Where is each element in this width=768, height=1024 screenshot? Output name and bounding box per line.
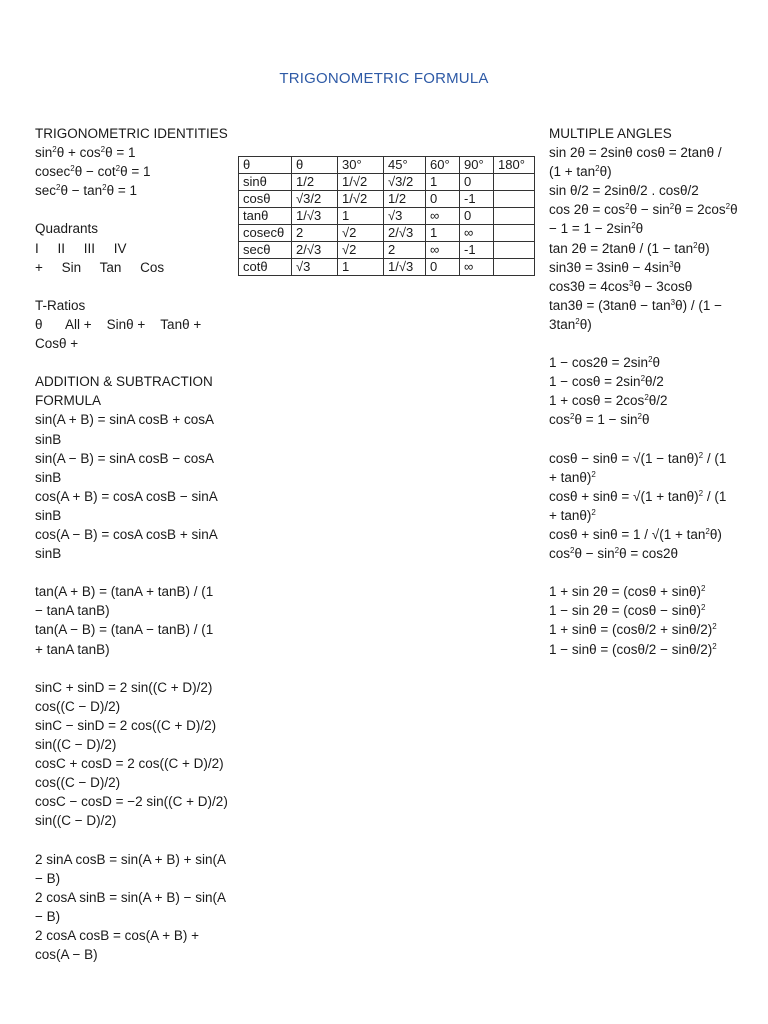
formula-line: − tanA tanB) (35, 603, 110, 619)
table-row (239, 174, 535, 191)
table-cell: 2 (292, 225, 338, 242)
formula-line: $\sec^2\theta - \tan^2\theta = 1$ (35, 183, 137, 199)
table-cell: 0 (426, 191, 460, 208)
formula-line: sinB (35, 431, 62, 447)
table-cell: 1/√3 (292, 208, 338, 225)
formula-line: $1 - \sin 2\theta = (\cos\theta - \sin\theta)^2$ (549, 603, 706, 619)
formula-line: $\cos^2\theta = 1 - \sin^2\theta$ (549, 412, 650, 428)
formula-line: − B) (35, 870, 61, 886)
table-row (239, 208, 535, 225)
table-cell: 1/√2 (338, 191, 384, 208)
table-cell: ∞ (426, 208, 460, 225)
formula-line: − B) (35, 908, 61, 924)
blank-line (35, 353, 230, 372)
formula-line: sinC − sinD = 2 cos((C + D)/2) (35, 717, 217, 733)
table-cell: ∞ (460, 225, 494, 242)
formula-line: Quadrants (35, 221, 99, 237)
trig-values-table (238, 156, 535, 276)
formula-line: cos(A − B) (35, 947, 98, 963)
left-column-formulas (35, 124, 230, 964)
formula-line: cos((C − D)/2) (35, 698, 121, 714)
formula-line: + Sin Tan Cos (35, 259, 165, 275)
formula-line: TRIGONOMETRIC IDENTITIES (35, 126, 228, 141)
table-cell: secθ (239, 242, 292, 259)
table-cell: ∞ (460, 259, 494, 276)
table-cell: 2/√3 (292, 242, 338, 259)
table-cell: 30° (338, 157, 384, 174)
table-cell: 1/√2 (338, 174, 384, 191)
table-cell: 2 (384, 242, 426, 259)
formula-line: $1 + \sin 2\theta = (\cos\theta + \sin\theta)^2$ (549, 584, 706, 600)
formula-line: $\cos 2\theta = \cos^2\theta - \sin^2\theta = 2\cos^2\theta$ (549, 202, 738, 218)
table-cell: θ (239, 157, 292, 174)
formula-line: sin(A − B) = sinA cosB − cosA (35, 450, 214, 466)
formula-line: cos((C − D)/2) (35, 775, 121, 791)
formula-line: cos(A − B) = cosA cosB + sinA (35, 526, 218, 542)
formula-line: sin(A + B) = sinA cosB + cosA (35, 412, 214, 428)
table-cell: sinθ (239, 174, 292, 191)
formula-line: sinB (35, 507, 62, 523)
table-cell: 1 (338, 208, 384, 225)
table-cell: 0 (460, 174, 494, 191)
table-cell (494, 208, 535, 225)
formula-line: sin((C − D)/2) (35, 737, 117, 752)
formula-line: sinB (35, 546, 62, 562)
blank-line (549, 334, 749, 353)
formula-line: $1 - \cos\theta = 2\sin^2\theta/2$ (549, 374, 664, 390)
table-row (239, 191, 535, 208)
formula-line: $\cos 3\theta = 4\cos^3\theta - 3\cos\theta$ (549, 278, 693, 294)
table-cell: -1 (460, 191, 494, 208)
blank-line (35, 830, 230, 849)
formula-line: tan(A + B) = (tanA + tanB) / (1 (35, 584, 214, 600)
table-cell: cosecθ (239, 225, 292, 242)
formula-line: MULTIPLE ANGLES (549, 126, 672, 141)
table-cell: 1 (426, 225, 460, 242)
formula-line: 1 + sinθ = (cosθ/2 + sinθ/$2)^2$ (549, 622, 717, 638)
formula-line: $cosec^2\theta - \cot^2\theta = 1$ (35, 164, 151, 180)
formula-line: I II III IV (35, 240, 127, 256)
table-cell: ∞ (426, 242, 460, 259)
blank-line (35, 277, 230, 296)
blank-line (35, 563, 230, 582)
formula-line: $\tan 3\theta = (3\tan\theta - \tan^3\theta) / (1$ − (549, 297, 722, 313)
formula-line: cosC − cosD = −2 sin((C + D)/2) (35, 794, 228, 810)
formula-line: cos(A + B) = cosA cosB − sinA (35, 488, 218, 504)
table-header-row (239, 157, 535, 174)
blank-line (549, 430, 749, 449)
table-cell: -1 (460, 242, 494, 259)
table-cell: 1 (426, 174, 460, 191)
table-cell: √2 (338, 225, 384, 242)
formula-line: sinC + sinD = 2 sin((C + D)/2) (35, 679, 213, 695)
table-cell (494, 259, 535, 276)
table-cell: cosθ (239, 191, 292, 208)
blank-line (549, 563, 749, 582)
table-row (239, 259, 535, 276)
table-cell: √3/2 (384, 174, 426, 191)
table-cell: 45° (384, 157, 426, 174)
formula-line: $(1 + \tan^2\theta)$ (549, 164, 612, 180)
table-cell: 0 (426, 259, 460, 276)
table-cell: 1/√3 (384, 259, 426, 276)
formula-line: $3\tan^2\theta$) (549, 316, 592, 332)
table-cell: 1 (338, 259, 384, 276)
formula-line: sin 2θ = 2sinθ cosθ = 2tanθ / (549, 145, 722, 161)
page-title: TRIGONOMETRIC FORMULA (279, 70, 489, 87)
table-cell (494, 174, 535, 191)
formula-line: $\cos^2\theta - \sin^2\theta = \cos 2\theta$ (549, 546, 678, 562)
formula-line: sinB (35, 469, 62, 485)
formula-line: $\tan 2\theta = 2\tan\theta / (1 - \tan^2\theta)$ (549, 240, 710, 256)
formula-line: sin((C − D)/2) (35, 813, 117, 829)
formula-line: 1 − sinθ = (cosθ/2 − sinθ/$2)^2$ (549, 641, 717, 657)
formula-line: tan(A − B) = (tanA − tanB) / (1 (35, 622, 214, 638)
table-cell: θ (292, 157, 338, 174)
formula-line: − $1 = 1 - 2\sin^2\theta$ (549, 221, 644, 237)
formula-line: T-Ratios (35, 297, 86, 313)
formula-line: θ All + Sinθ + Tanθ + (35, 316, 202, 332)
table-cell: 0 (460, 208, 494, 225)
table-cell: 1/2 (384, 191, 426, 208)
table-row (239, 242, 535, 259)
formula-line: $\sin^2\theta + \cos^2\theta = 1$ (35, 145, 136, 161)
formula-line: sin θ/2 = 2sinθ/2 . cosθ/2 (549, 183, 699, 199)
blank-line (35, 200, 230, 219)
formula-line: 2 cosA sinB = sin(A + B) − sin(A (35, 889, 226, 905)
formula-line: $1 + \cos\theta = 2\cos^2\theta/2$ (549, 393, 668, 409)
table-cell: 2/√3 (384, 225, 426, 242)
formula-line: $1 - \cos 2\theta = 2\sin^2\theta$ (549, 355, 661, 371)
table-row (239, 225, 535, 242)
table-cell: √3 (292, 259, 338, 276)
table-cell: 1/2 (292, 174, 338, 191)
blank-line (35, 659, 230, 678)
table-cell (494, 191, 535, 208)
formula-line: $\cos\theta + \sin\theta = 1 / √(1 + \tan^2\theta)$ (549, 526, 722, 542)
table-cell: 60° (426, 157, 460, 174)
formula-line: 2 cosA cosB = cos(A + B) + (35, 927, 199, 943)
formula-line: + tanθ)$^2$ (549, 469, 596, 485)
table-cell: √2 (338, 242, 384, 259)
formula-line: 2 sinA cosB = sin(A + B) + sin(A (35, 851, 226, 867)
formula-line: $\cos\theta - \sin\theta = √(1 - \tan\theta)^2 / (1$ (549, 450, 727, 466)
formula-line: Cosθ + (35, 336, 79, 352)
table-cell: √3 (384, 208, 426, 225)
table-cell: √3/2 (292, 191, 338, 208)
formula-line: FORMULA (35, 393, 102, 409)
formula-line: + tanA tanB) (35, 641, 110, 657)
table-cell (494, 225, 535, 242)
table-cell (494, 242, 535, 259)
table-cell: 90° (460, 157, 494, 174)
formula-line: $\sin 3\theta = 3\sin\theta - 4\sin^3\theta$ (549, 259, 682, 275)
formula-line: cosC + cosD = 2 cos((C + D)/2) (35, 756, 224, 772)
trig-table (238, 156, 535, 276)
formula-line: + tanθ)$^2$ (549, 507, 596, 523)
table-cell: 180° (494, 157, 535, 174)
table-cell: tanθ (239, 208, 292, 225)
table-cell: cotθ (239, 259, 292, 276)
formula-line: ADDITION & SUBTRACTION (35, 374, 213, 390)
right-column-formulas (549, 124, 749, 659)
formula-line: $\cos\theta + \sin\theta = √(1 + \tan\theta)^2 / (1$ (549, 488, 727, 504)
